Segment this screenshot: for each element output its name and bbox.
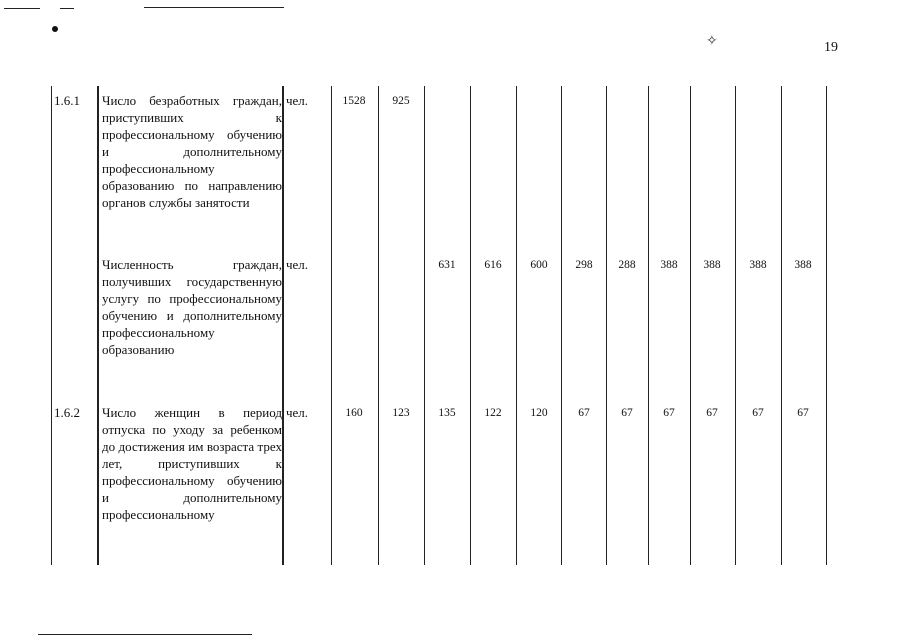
row-value: 67 [752, 407, 764, 419]
bullet-dot [52, 26, 58, 32]
row-value: 925 [392, 95, 410, 107]
row-value: 388 [794, 259, 812, 271]
row-value: 298 [575, 259, 593, 271]
row-value: 122 [484, 407, 502, 419]
row-unit: чел. [286, 257, 309, 272]
row-unit: чел. [286, 405, 309, 420]
bottom-rule [38, 634, 252, 635]
row-value: 123 [392, 407, 410, 419]
row-value: 67 [578, 407, 590, 419]
row-value: 600 [530, 259, 548, 271]
row-code: 1.6.2 [54, 405, 80, 420]
page-number: 19 [824, 40, 838, 55]
row-value: 1528 [342, 95, 366, 107]
row-value: 160 [345, 407, 363, 419]
row-value: 388 [660, 259, 678, 271]
top-rule-short [4, 8, 40, 9]
row-code: 1.6.1 [54, 93, 80, 108]
scan-mark: ✧ [706, 34, 718, 49]
row-value: 67 [663, 407, 675, 419]
row-unit: чел. [286, 93, 309, 108]
row-value: 631 [438, 259, 456, 271]
row-description: Число безработных граждан, приступивших к профессиональному обучению и дополнительному профессиональному образованию по направлению органов службы занятости [102, 93, 282, 210]
row-value: 388 [703, 259, 721, 271]
row-description: Число женщин в период отпуска по уходу за ребенком до достижения им возраста трех лет, приступивших к профессиональному обучению и дополнительному профессиональному [102, 405, 282, 522]
row-value: 135 [438, 407, 456, 419]
row-description: Численность граждан, получивших государственную услугу по профессиональному обучению и дополнительному профессиональному образованию [102, 257, 282, 357]
row-value: 388 [749, 259, 767, 271]
top-rule-dash [60, 8, 74, 9]
row-value: 616 [484, 259, 502, 271]
row-value: 120 [530, 407, 548, 419]
row-value: 67 [797, 407, 809, 419]
row-value: 288 [618, 259, 636, 271]
top-rule-long [144, 7, 284, 8]
row-value: 67 [706, 407, 718, 419]
row-value: 67 [621, 407, 633, 419]
